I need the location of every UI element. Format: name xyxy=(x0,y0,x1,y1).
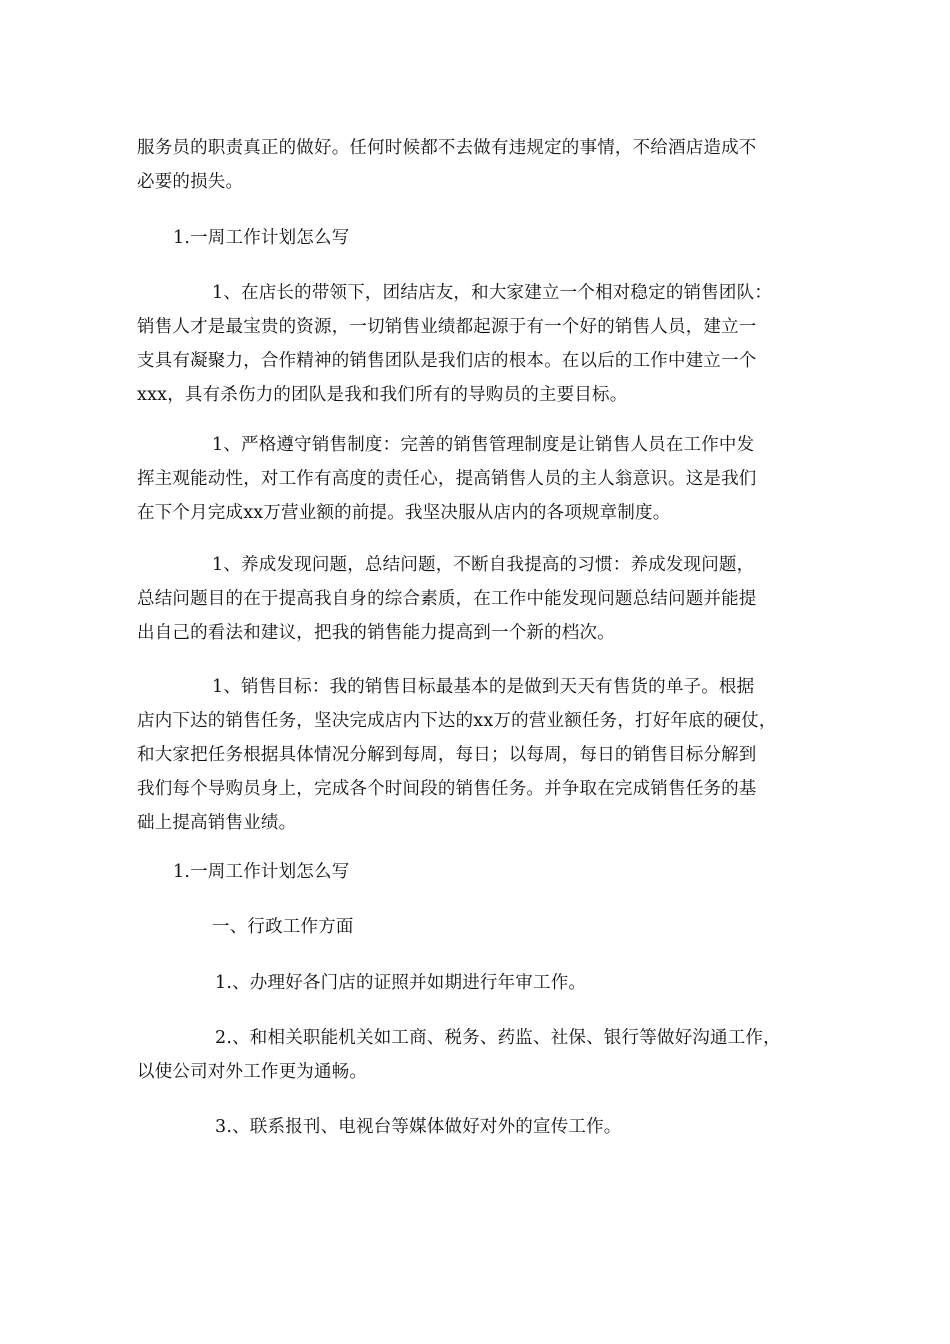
paragraph-line: xxx，具有杀伤力的团队是我和我们所有的导购员的主要目标。 xyxy=(137,385,628,405)
section-heading xyxy=(137,221,817,255)
paragraph-line: 和大家把任务根据具体情况分解到每周，每日；以每周，每日的销售目标分解到 xyxy=(137,745,757,765)
paragraph-line: 店内下达的销售任务，坚决完成店内下达的xx万的营业额任务，打好年底的硬仗， xyxy=(137,711,777,731)
paragraph-problem-solving xyxy=(137,548,817,650)
paragraph-line: 础上提高销售业绩。 xyxy=(137,813,297,833)
paragraph-line: 1、严格遵守销售制度：完善的销售管理制度是让销售人员在工作中发 xyxy=(212,435,755,455)
paragraph-sales-team xyxy=(137,276,817,412)
heading-line: 一、行政工作方面 xyxy=(212,917,354,937)
heading-line: 1.一周工作计划怎么写 xyxy=(173,862,350,882)
list-item-line: 3.、联系报刊、电视台等媒体做好对外的宣传工作。 xyxy=(215,1117,622,1137)
paragraph-line: 总结问题目的在于提高我自身的综合素质，在工作中能发现问题总结问题并能提 xyxy=(137,589,757,609)
list-item-line: 1.、办理好各门店的证照并如期进行年审工作。 xyxy=(215,973,587,993)
paragraph-line: 1、养成发现问题，总结问题，不断自我提高的习惯：养成发现问题， xyxy=(212,555,755,575)
list-item xyxy=(137,1110,817,1144)
paragraph-line: 1、销售目标：我的销售目标最基本的是做到天天有售货的单子。根据 xyxy=(212,677,755,697)
paragraph-sales-system xyxy=(137,428,817,530)
list-item xyxy=(137,1021,817,1089)
list-item-line: 以使公司对外工作更为通畅。 xyxy=(137,1062,368,1082)
paragraph-intro xyxy=(137,131,817,199)
paragraph-line: 销售人才是最宝贵的资源，一切销售业绩都起源于有一个好的销售人员，建立一 xyxy=(137,317,757,337)
heading-line: 1.一周工作计划怎么写 xyxy=(173,228,350,248)
paragraph-line: 在下个月完成xx万营业额的前提。我坚决服从店内的各项规章制度。 xyxy=(137,503,671,523)
paragraph-line: 我们每个导购员身上，完成各个时间段的销售任务。并争取在完成销售任务的基 xyxy=(137,779,757,799)
paragraph-line: 1、在店长的带领下，团结店友，和大家建立一个相对稳定的销售团队： xyxy=(212,283,773,303)
list-item xyxy=(137,966,817,1000)
paragraph-line: 必要的损失。 xyxy=(137,172,244,192)
paragraph-line: 服务员的职责真正的做好。任何时候都不去做有违规定的事情，不给酒店造成不 xyxy=(137,138,757,158)
list-item-line: 2.、和相关职能机关如工商、税务、药监、社保、银行等做好沟通工作， xyxy=(215,1028,781,1048)
paragraph-line: 挥主观能动性，对工作有高度的责任心，提高销售人员的主人翁意识。这是我们 xyxy=(137,469,757,489)
subsection-heading xyxy=(137,910,817,944)
paragraph-line: 支具有凝聚力，合作精神的销售团队是我们店的根本。在以后的工作中建立一个 xyxy=(137,351,757,371)
paragraph-line: 出自己的看法和建议，把我的销售能力提高到一个新的档次。 xyxy=(137,623,615,643)
paragraph-sales-target xyxy=(137,670,817,840)
section-heading xyxy=(137,855,817,889)
